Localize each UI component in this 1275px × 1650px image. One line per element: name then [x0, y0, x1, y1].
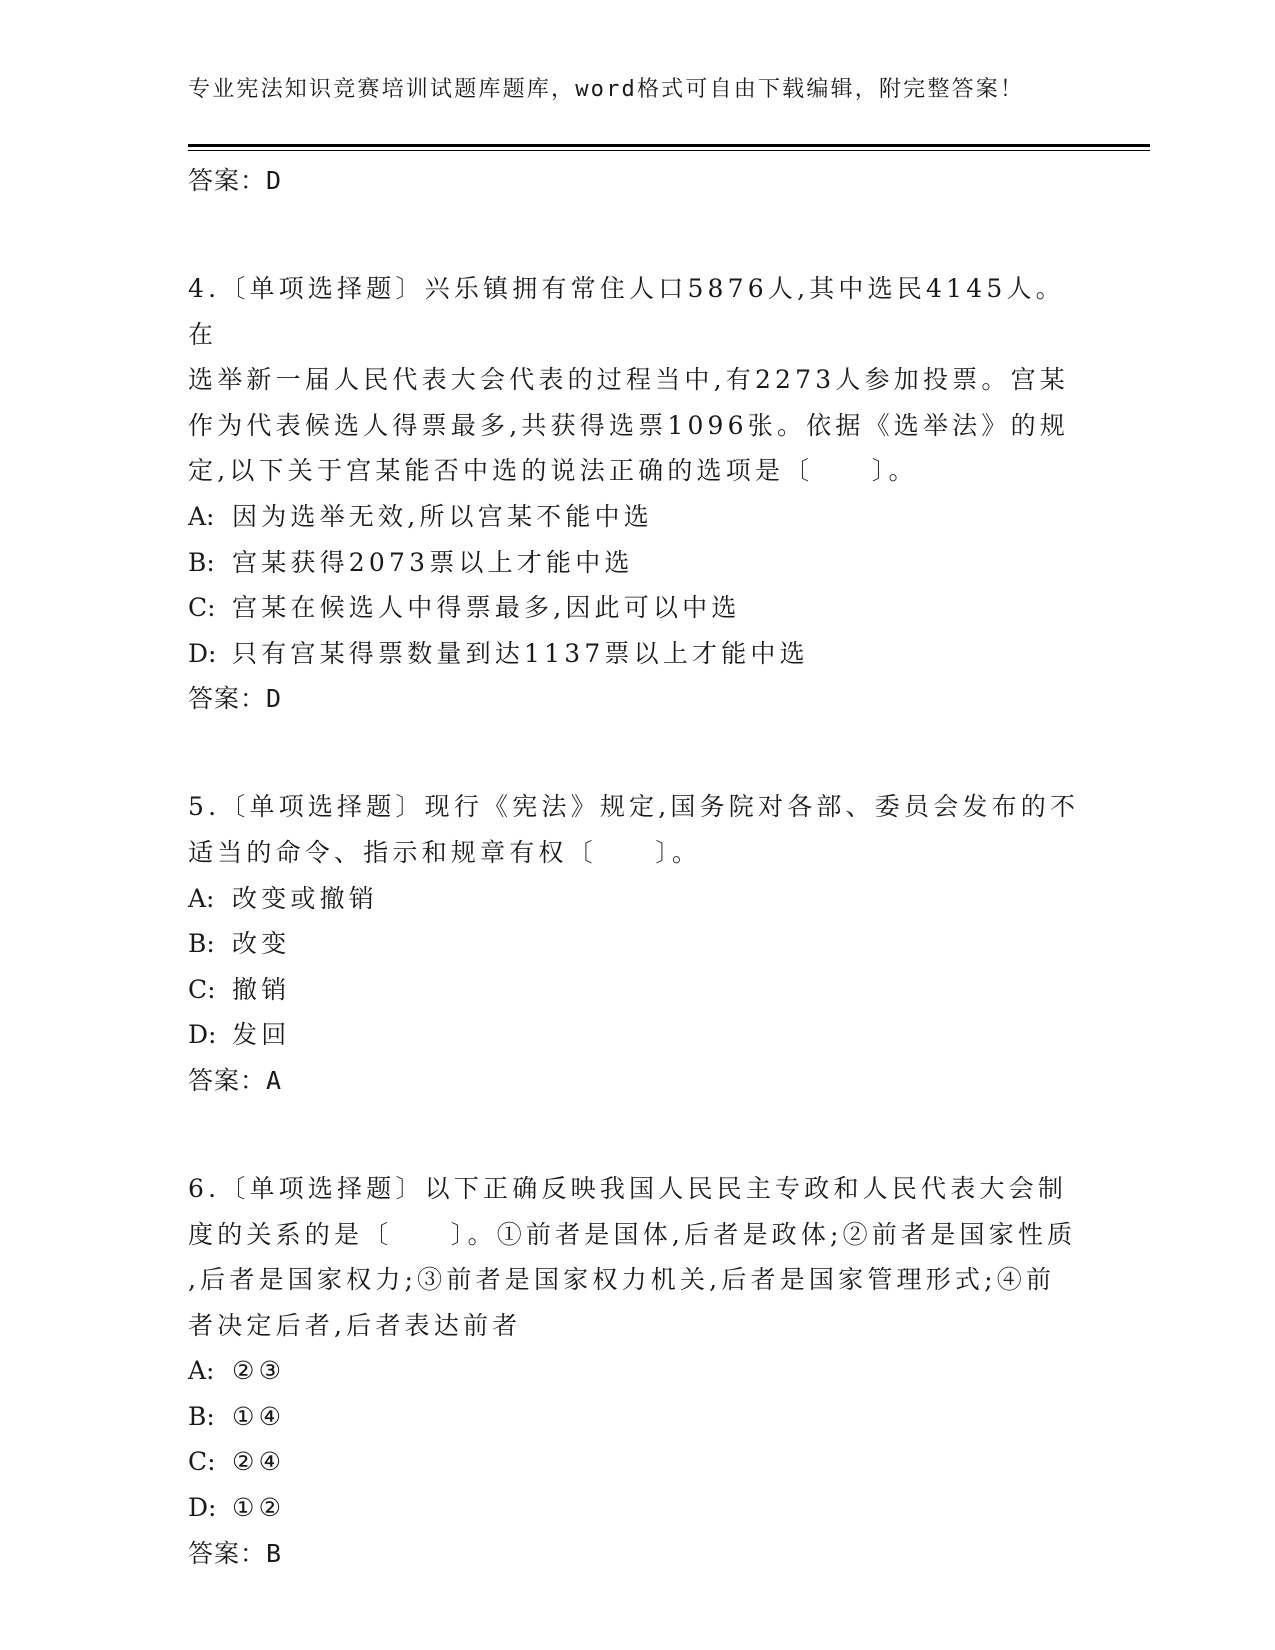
option-letter: A: — [188, 501, 215, 531]
option-text: ①④ — [232, 1401, 286, 1431]
question-answer: 答案：D — [188, 684, 283, 714]
option-letter: D: — [188, 638, 217, 668]
stem-line: 适当的命令、指示和规章有权〔 〕。 — [188, 837, 702, 867]
stem-line: 5.〔单项选择题〕现行《宪法》规定,国务院对各部、委员会发布的不 — [188, 792, 1080, 822]
option-c — [188, 967, 1088, 1013]
option-text: ①② — [232, 1493, 286, 1523]
option-text: 改变或撤销 — [232, 883, 379, 913]
option-b — [188, 921, 1088, 967]
question-stem — [188, 1166, 1088, 1348]
previous-question-answer: 答案：D — [188, 166, 283, 195]
option-letter: C: — [188, 593, 216, 623]
header-rule-thin — [188, 150, 1150, 151]
stem-line: 者决定后者,后者表达前者 — [188, 1310, 522, 1340]
option-text: 撤销 — [232, 974, 291, 1004]
option-letter: C: — [188, 1447, 216, 1477]
option-b — [188, 1394, 1088, 1440]
stem-line: 作为代表候选人得票最多,共获得选票1096张。依据《选举法》的规 — [188, 410, 1069, 440]
stem-line: ,后者是国家权力;③前者是国家权力机关,后者是国家管理形式;④前 — [188, 1265, 1056, 1295]
option-d — [188, 1485, 1088, 1531]
stem-line: 选举新一届人民代表大会代表的过程当中,有2273人参加投票。宫某 — [188, 365, 1069, 395]
stem-line: 4.〔单项选择题〕兴乐镇拥有常住人口5876人,其中选民4145人。在 — [188, 274, 1065, 349]
option-letter: A: — [188, 883, 215, 913]
option-text: ②④ — [232, 1447, 286, 1477]
question-answer: 答案：B — [188, 1538, 283, 1568]
question-stem — [188, 784, 1088, 875]
stem-line: 定,以下关于宫某能否中选的说法正确的选项是〔 〕。 — [188, 456, 918, 486]
question-5 — [188, 784, 1088, 1104]
option-c — [188, 585, 1088, 631]
option-text: 只有宫某得票数量到达1137票以上才能中选 — [232, 638, 809, 668]
option-b — [188, 540, 1088, 586]
option-d — [188, 631, 1088, 677]
option-text: ②③ — [232, 1356, 286, 1386]
option-letter: D: — [188, 1020, 217, 1050]
option-a — [188, 494, 1088, 540]
option-c — [188, 1439, 1088, 1485]
option-a — [188, 876, 1088, 922]
question-answer: 答案：A — [188, 1065, 283, 1095]
option-text: 宫某获得2073票以上才能中选 — [232, 547, 634, 577]
option-letter: B: — [188, 929, 215, 959]
option-d — [188, 1012, 1088, 1058]
option-letter: C: — [188, 974, 216, 1004]
document-body — [188, 158, 1088, 1577]
option-a — [188, 1348, 1088, 1394]
question-4 — [188, 266, 1088, 722]
option-letter: D: — [188, 1493, 217, 1523]
question-6 — [188, 1166, 1088, 1577]
option-letter: A: — [188, 1356, 215, 1386]
page-header: 专业宪法知识竞赛培训试题库题库，word格式可自由下载编辑，附完整答案！ — [188, 77, 1025, 102]
option-text: 宫某在候选人中得票最多,因此可以中选 — [232, 593, 741, 623]
option-text: 因为选举无效,所以宫某不能中选 — [232, 501, 653, 531]
stem-line: 度的关系的是〔 〕。①前者是国体,后者是政体;②前者是国家性质 — [188, 1219, 1077, 1249]
option-letter: B: — [188, 1401, 215, 1431]
option-text: 改变 — [232, 929, 291, 959]
header-rule-thick — [188, 144, 1150, 147]
option-text: 发回 — [232, 1020, 291, 1050]
stem-line: 6.〔单项选择题〕以下正确反映我国人民民主专政和人民代表大会制 — [188, 1173, 1068, 1203]
question-stem — [188, 266, 1088, 494]
option-letter: B: — [188, 547, 215, 577]
